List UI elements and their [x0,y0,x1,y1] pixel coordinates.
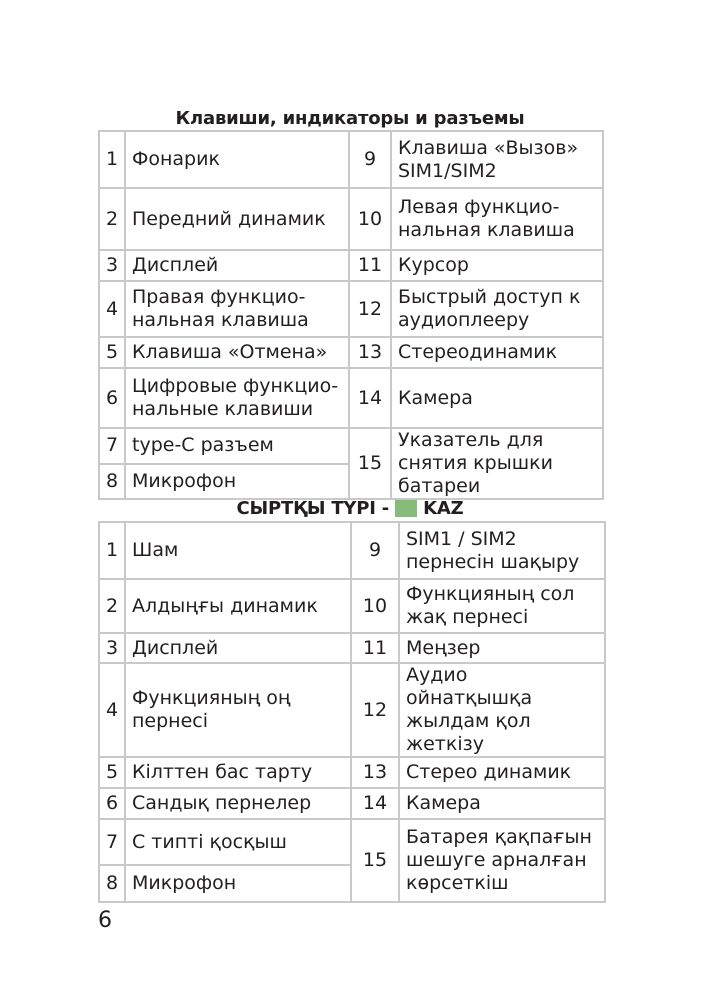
item-number: 8 [99,464,125,500]
table-row [99,337,603,368]
table-row [99,188,603,250]
item-label: Стерео динамик [399,757,605,788]
item-number: 12 [351,663,399,757]
item-label: Клавиша «Вызов» SIM1/SIM2 [391,131,603,188]
table-row [99,579,605,633]
table-row [99,788,605,819]
item-number: 6 [99,788,125,819]
item-label: Камера [391,368,603,428]
section-title-kaz [98,498,602,519]
item-label: Меңзер [399,633,605,663]
kaz-keys-table [98,521,606,903]
table-row [99,368,603,428]
table-row [99,663,605,757]
item-label: type-C разъем [125,428,349,464]
item-number: 1 [99,522,125,579]
item-number: 8 [99,865,125,902]
item-number: 4 [99,281,125,337]
item-label: Левая функцио-нальная клавиша [391,188,603,250]
item-number: 10 [351,579,399,633]
item-number: 3 [99,250,125,281]
item-number: 7 [99,428,125,464]
item-label: Фонарик [125,131,349,188]
page-number: 6 [98,908,112,933]
item-label: Быстрый доступ к аудиоплееру [391,281,603,337]
item-number: 11 [349,250,391,281]
item-number: 6 [99,368,125,428]
item-number: 10 [349,188,391,250]
item-number: 13 [349,337,391,368]
item-number: 5 [99,337,125,368]
table-row [99,633,605,663]
item-number: 4 [99,663,125,757]
item-label: С типті қосқыш [125,819,351,865]
item-number: 7 [99,819,125,865]
table-row [99,757,605,788]
item-label: Передний динамик [125,188,349,250]
item-label: Указатель для снятия крышки батареи [391,428,603,499]
item-label: Алдыңғы динамик [125,579,351,633]
item-number: 13 [351,757,399,788]
item-label: Правая функцио-нальная клавиша [125,281,349,337]
item-label: Функцияның сол жақ пернесі [399,579,605,633]
section-title-ru: Клавиши, индикаторы и разъемы [175,108,525,129]
item-label: Батарея қақпағын шешуге арналған көрсеткіш [399,819,605,902]
item-label: Функцияның оң пернесі [125,663,351,757]
item-number: 3 [99,633,125,663]
item-label: Дисплей [125,633,351,663]
item-number: 14 [349,368,391,428]
item-number: 5 [99,757,125,788]
table-row [99,281,603,337]
item-label: SIM1 / SIM2 пернесін шақыру [399,522,605,579]
ru-keys-table [98,130,604,500]
item-number: 12 [349,281,391,337]
item-number: 15 [349,428,391,499]
item-number: 9 [351,522,399,579]
title-right: KAZ [423,498,464,519]
item-label: Дисплей [125,250,349,281]
title-left: СЫРТҚЫ ТҮРІ - [236,498,390,519]
item-label: Камера [399,788,605,819]
item-label: Цифровые функцио-нальные клавиши [125,368,349,428]
table-row [99,250,603,281]
item-label: Клавиша «Отмена» [125,337,349,368]
item-number: 14 [351,788,399,819]
table-row [99,522,605,579]
table-row [99,131,603,188]
item-number: 9 [349,131,391,188]
item-number: 15 [351,819,399,902]
item-label: Курсор [391,250,603,281]
item-label: Микрофон [125,865,351,902]
item-label: Шам [125,522,351,579]
table-row [99,819,605,865]
item-label: Стереодинамик [391,337,603,368]
flag-icon [395,500,417,517]
item-number: 2 [99,188,125,250]
table-row [99,428,603,464]
item-number: 1 [99,131,125,188]
item-number: 2 [99,579,125,633]
item-label: Сандық пернелер [125,788,351,819]
item-label: Микрофон [125,464,349,500]
item-number: 11 [351,633,399,663]
item-label: Кілттен бас тарту [125,757,351,788]
item-label: Аудио ойнатқышқа жылдам қол жеткізу [399,663,605,757]
